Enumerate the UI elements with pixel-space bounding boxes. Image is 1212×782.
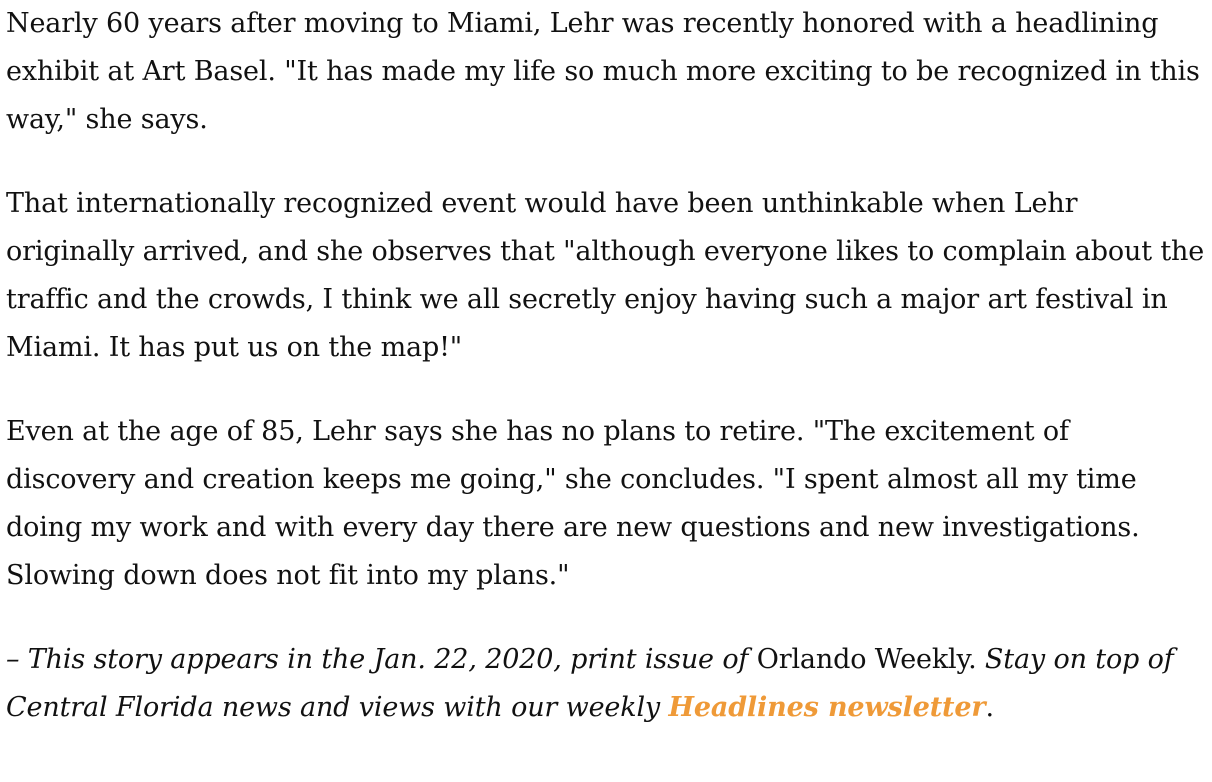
paragraph-3: Even at the age of 85, Lehr says she has no plans to retire. "The excitement of discovery and creation keeps me going," she concludes. "I spent almost all my time doing my work and with every day there are new questions and new investigations. Slowing down does not fit into my plans." [6, 416, 1140, 591]
paragraph-1: Nearly 60 years after moving to Miami, Lehr was recently honored with a headlining exhibit at Art Basel. "It has made my life so much more exciting to be recognized in this way," she says. [6, 8, 1200, 135]
paragraph-2: That internationally recognized event would have been unthinkable when Lehr originally arrived, and she observes that "although everyone likes to complain about the traffic and the crowds, I think we all secretly enjoy having such a major art festival in Miami. It has put us on the map!" [6, 188, 1205, 363]
headlines-newsletter-link[interactable]: Headlines newsletter [668, 692, 986, 723]
article-body [6, 0, 1206, 732]
footer-lead-text: – This story appears in the Jan. 22, 2020, print issue of [6, 644, 757, 675]
footer-end-period: . [985, 692, 994, 723]
story-footer-note [6, 636, 1206, 732]
footer-stay-text: Stay on top of Central Florida news and views with our weekly [6, 644, 1174, 723]
publication-name: Orlando Weekly [756, 644, 969, 675]
footer-period: . [968, 644, 977, 675]
